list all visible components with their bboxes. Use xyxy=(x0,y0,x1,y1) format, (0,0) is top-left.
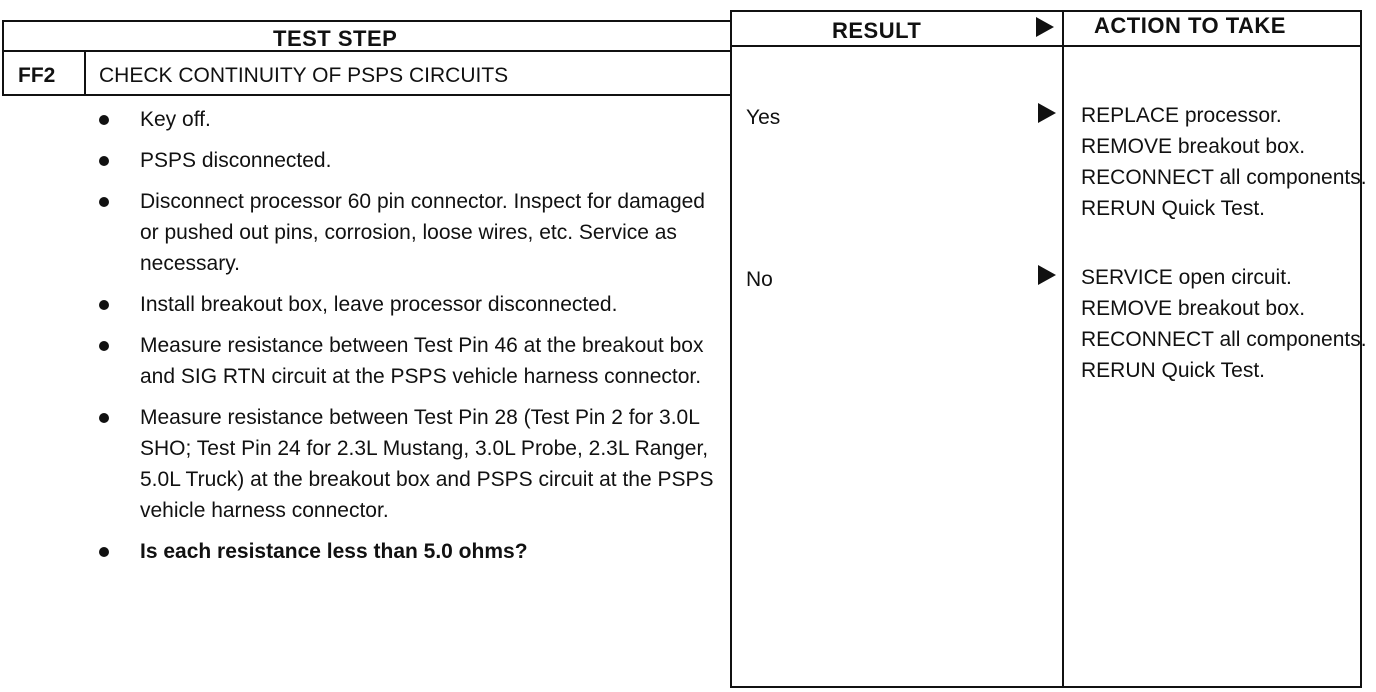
header-arrow-icon xyxy=(1036,17,1054,37)
action-yes: REPLACE processor. REMOVE breakout box. RECONNECT all components. RERUN Quick Test. xyxy=(1081,104,1367,220)
action-no: SERVICE open circuit. REMOVE breakout box. RECONNECT all components. RERUN Quick Test. xyxy=(1081,266,1367,382)
bullet-item xyxy=(97,104,717,135)
action-header: ACTION TO TAKE xyxy=(1094,13,1286,38)
bullet-dot-icon xyxy=(99,197,109,207)
bullet-item xyxy=(97,186,717,279)
bullet-dot-icon xyxy=(99,300,109,310)
top-border-right xyxy=(730,10,1362,12)
result-yes: Yes xyxy=(746,106,781,129)
bullet-dot-icon xyxy=(99,115,109,125)
bullet-dot-icon xyxy=(99,156,109,166)
bullet-item xyxy=(97,145,717,176)
bullet-dot-icon xyxy=(99,341,109,351)
step-code: FF2 xyxy=(18,64,56,87)
bottom-border xyxy=(730,686,1362,688)
bullet-text: PSPS disconnected. xyxy=(140,149,332,172)
bullet-item-question xyxy=(97,536,717,567)
bullet-text: Measure resistance between Test Pin 46 at the breakout box and SIG RTN circuit at the PSPS vehicle harness connector. xyxy=(140,334,704,388)
bullet-item xyxy=(97,402,717,526)
test-step-header: TEST STEP xyxy=(273,26,398,51)
bullet-text: Measure resistance between Test Pin 28 (Test Pin 2 for 3.0L SHO; Test Pin 24 for 2.3L Mustang, 3.0L Probe, 2.3L Ranger, 5.0L Truck) at the breakout box and PSPS circuit at the PSPS vehicle harness connector. xyxy=(140,406,714,522)
bullet-dot-icon xyxy=(99,547,109,557)
step-title-rule xyxy=(2,94,732,96)
result-no-arrow-icon xyxy=(1038,265,1056,285)
bullet-dot-icon xyxy=(99,413,109,423)
bullet-item xyxy=(97,330,717,392)
result-yes-arrow-icon xyxy=(1038,103,1056,123)
bullet-text: Is each resistance less than 5.0 ohms? xyxy=(140,540,528,563)
test-step-bullets xyxy=(97,104,717,577)
top-border xyxy=(2,20,732,22)
result-column-left-border xyxy=(730,10,732,688)
step-code-left-border xyxy=(2,52,4,96)
step-title: CHECK CONTINUITY OF PSPS CIRCUITS xyxy=(99,64,509,87)
bullet-item xyxy=(97,289,717,320)
header-bottom-rule-right xyxy=(730,45,1362,47)
bullet-text: Install breakout box, leave processor disconnected. xyxy=(140,293,618,316)
action-column-left-border xyxy=(1062,10,1064,688)
result-no: No xyxy=(746,268,773,291)
result-header: RESULT xyxy=(832,18,922,43)
bullet-text: Key off. xyxy=(140,108,211,131)
bullet-text: Disconnect processor 60 pin connector. Inspect for damaged or pushed out pins, corrosion, loose wires, etc. Service as necessary. xyxy=(140,190,705,275)
step-code-divider xyxy=(84,52,86,96)
